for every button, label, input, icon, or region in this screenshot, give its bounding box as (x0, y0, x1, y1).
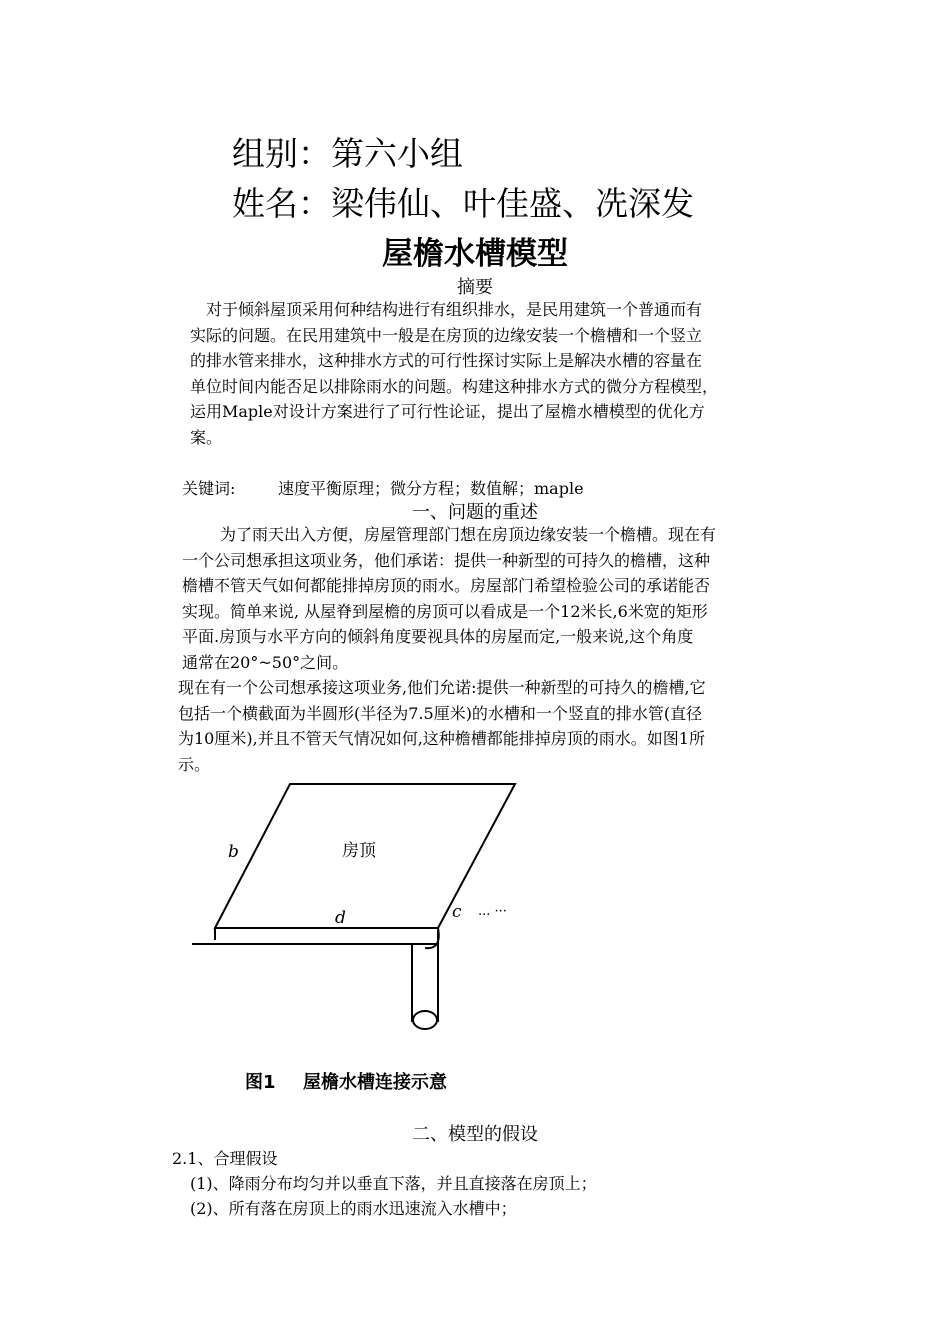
keywords-value: 速度平衡原理；微分方程；数值解；maple (278, 479, 584, 498)
downpipe-opening (413, 1011, 437, 1029)
label-b: b (228, 842, 239, 862)
paragraph-line: 实现。简单来说, 从屋脊到屋檐的房顶可以看成是一个12米长,6米宽的矩形 (182, 601, 708, 621)
abstract-paragraph (190, 297, 718, 450)
paragraph-line: 现在有一个公司想承接这项业务,他们允诺:提供一种新型的可持久的檐槽,它 (178, 678, 706, 697)
paragraph-line: 包括一个横截面为半圆形(半径为7.5厘米)的水槽和一个竖直的排水管(直径 (178, 703, 703, 723)
keywords-label: 关键词: (182, 479, 236, 498)
figure-caption-text: 屋檐水槽连接示意 (303, 1072, 447, 1093)
group-line: 组别：第六小组 (232, 134, 463, 173)
abstract-line: 的排水管来排水，这种排水方式的可行性探讨实际上是解决水槽的容量在 (190, 351, 703, 370)
section1-paragraph-1 (182, 522, 716, 675)
continuation-dots: ... ··· (478, 904, 507, 919)
section-heading-2: 二、模型的假设 (412, 1124, 538, 1145)
document-title: 屋檐水槽模型 (382, 236, 568, 272)
section1-paragraph-2 (178, 675, 706, 777)
figure-caption-number: 图1 (245, 1072, 276, 1093)
gutter-diagram (180, 770, 540, 1040)
label-c: c (452, 902, 462, 922)
paragraph-line: 通常在20°~50°之间。 (182, 652, 349, 672)
abstract-line: 案。 (190, 427, 223, 447)
assumption-item: (1)、降雨分布均匀并以垂直下落，并且直接落在房顶上； (190, 1174, 597, 1193)
abstract-heading: 摘要 (457, 277, 493, 298)
assumptions-subheading: 2.1、合理假设 (172, 1149, 278, 1168)
assumption-item: (2)、所有落在房顶上的雨水迅速流入水槽中； (190, 1199, 517, 1218)
abstract-line: 运用Maple对设计方案进行了可行性论证，提出了屋檐水槽模型的优化方 (190, 402, 705, 421)
abstract-line: 实际的问题。在民用建筑中一般是在房顶的边缘安装一个檐槽和一个竖立 (190, 325, 703, 345)
paragraph-line: 为了雨天出入方便，房屋管理部门想在房顶边缘安装一个檐槽。现在有 (220, 525, 717, 544)
paragraph-line: 檐槽不管天气如何都能排掉房顶的雨水。房屋部门希望检验公司的承诺能否 (182, 576, 711, 595)
paragraph-line: 示。 (178, 754, 211, 774)
abstract-line: 对于倾斜屋顶采用何种结构进行有组织排水，是民用建筑一个普通而有 (206, 300, 703, 319)
paragraph-line: 一个公司想承担这项业务，他们承诺：提供一种新型的可持久的檐槽，这种 (182, 550, 711, 570)
label-d: d (335, 908, 346, 928)
paragraph-line: 为10厘米),并且不管天气情况如何,这种檐槽都能排掉房顶的雨水。如图1所 (178, 729, 705, 748)
abstract-line: 单位时间内能否足以排除雨水的问题。构建这种排水方式的微分方程模型， (190, 376, 719, 396)
roof-label: 房顶 (342, 841, 376, 861)
paragraph-line: 平面.房顶与水平方向的倾斜角度要视具体的房屋而定,一般来说,这个角度 (182, 627, 694, 646)
gutter-end-curve (425, 928, 439, 948)
section-heading-1: 一、问题的重述 (412, 502, 538, 523)
names-line: 姓名：梁伟仙、叶佳盛、冼深发 (232, 184, 694, 223)
